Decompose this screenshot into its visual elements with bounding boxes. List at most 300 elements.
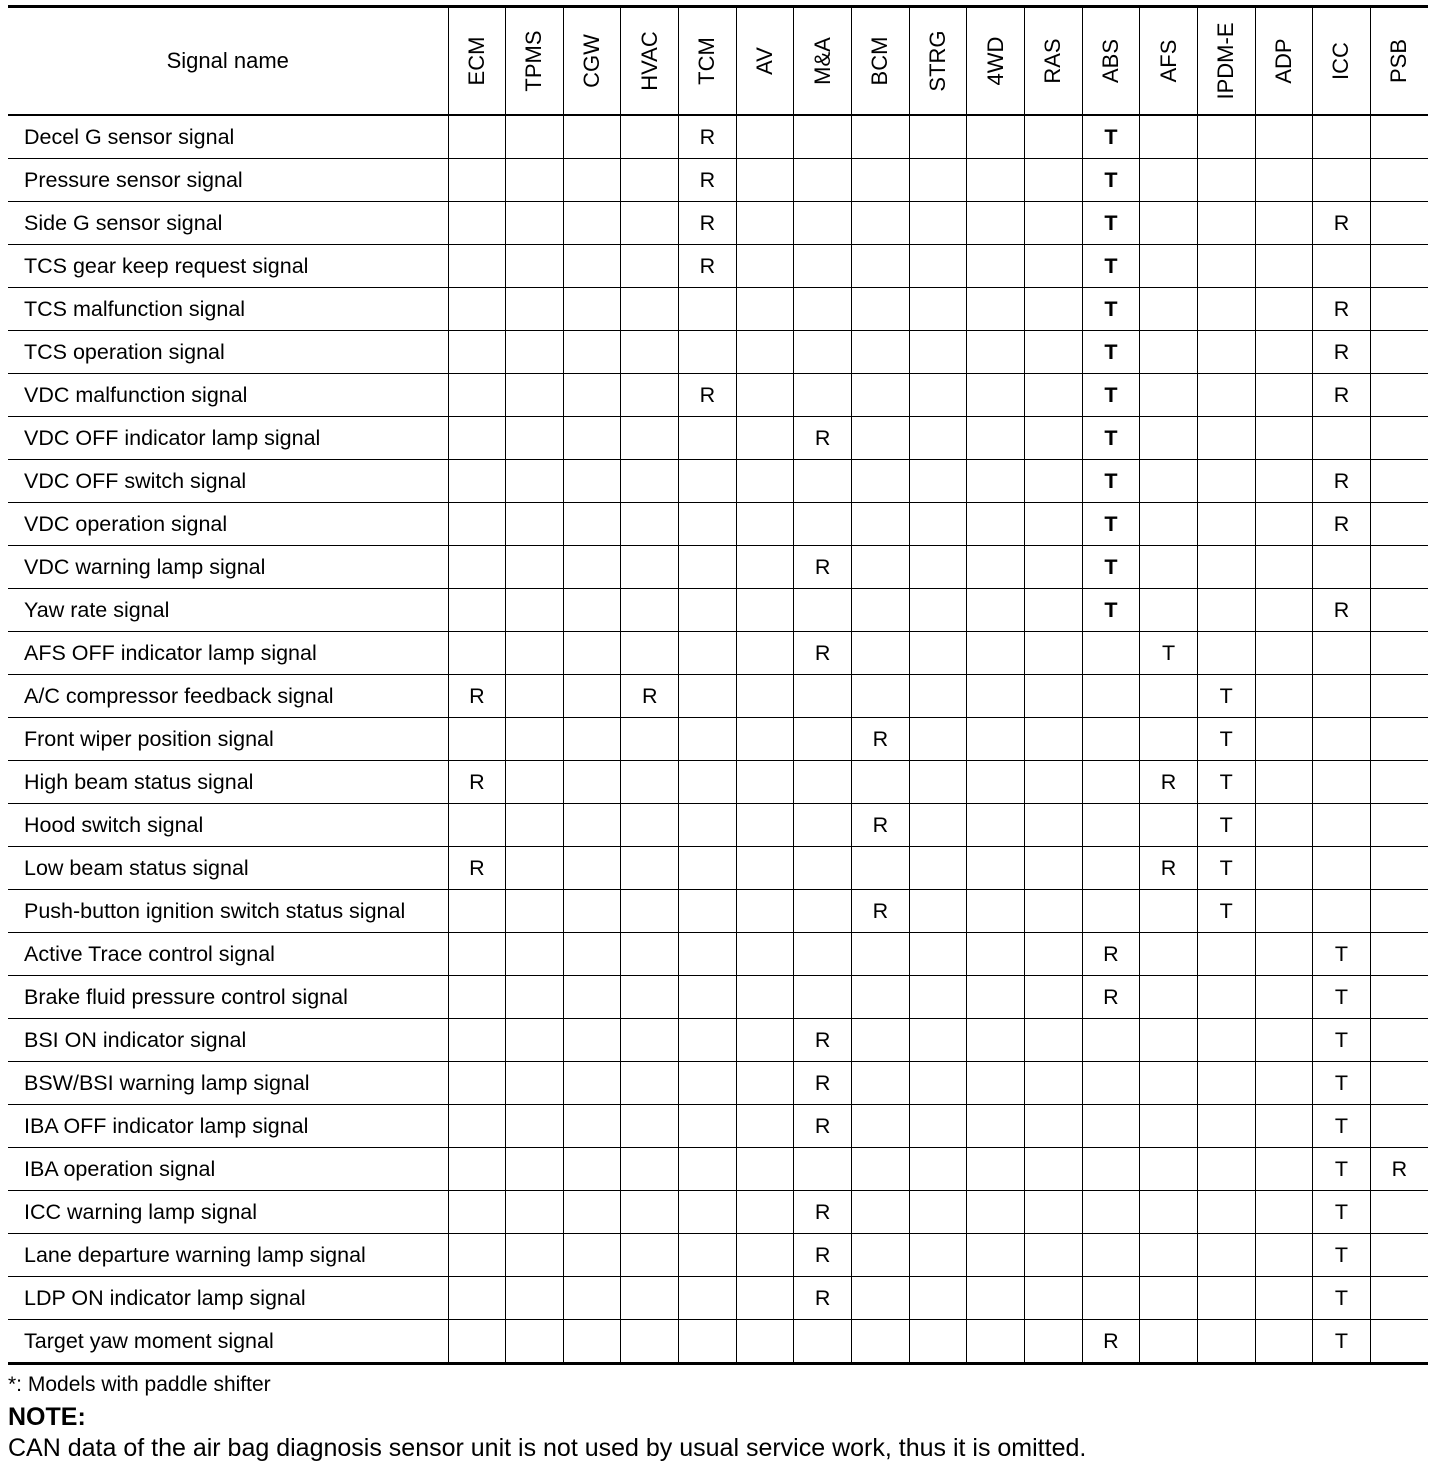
unit-cell xyxy=(1082,804,1140,847)
unit-cell xyxy=(736,546,794,589)
unit-cell xyxy=(448,1105,506,1148)
signal-name-cell: VDC malfunction signal xyxy=(8,374,448,417)
unit-cell xyxy=(1255,546,1313,589)
unit-cell xyxy=(1140,1234,1198,1277)
unit-cell xyxy=(1370,890,1428,933)
unit-cell xyxy=(1255,1320,1313,1364)
unit-cell: R xyxy=(1313,503,1371,546)
unit-cell xyxy=(1024,1148,1082,1191)
unit-cell xyxy=(1024,1105,1082,1148)
unit-cell xyxy=(1140,374,1198,417)
unit-cell xyxy=(448,374,506,417)
unit-cell xyxy=(736,589,794,632)
unit-header-label: HVAC xyxy=(636,31,662,91)
unit-cell xyxy=(621,933,679,976)
unit-cell: T xyxy=(1313,1277,1371,1320)
table-row xyxy=(8,288,1428,331)
table-row xyxy=(8,546,1428,589)
unit-header xyxy=(967,7,1025,116)
unit-cell xyxy=(794,675,852,718)
unit-cell xyxy=(621,546,679,589)
unit-cell xyxy=(967,933,1025,976)
unit-cell xyxy=(563,503,621,546)
signal-name-cell: BSW/BSI warning lamp signal xyxy=(8,1062,448,1105)
unit-cell: R xyxy=(679,159,737,202)
unit-cell xyxy=(506,1277,564,1320)
signal-name-header: Signal name xyxy=(8,7,448,116)
unit-cell xyxy=(679,718,737,761)
unit-cell xyxy=(1370,1105,1428,1148)
unit-cell xyxy=(679,331,737,374)
unit-cell xyxy=(1082,718,1140,761)
unit-cell xyxy=(1197,503,1255,546)
unit-cell xyxy=(852,417,910,460)
unit-cell xyxy=(1140,115,1198,159)
unit-cell xyxy=(1082,847,1140,890)
unit-cell xyxy=(621,761,679,804)
unit-cell xyxy=(1140,331,1198,374)
signal-name-cell: Hood switch signal xyxy=(8,804,448,847)
unit-cell xyxy=(506,589,564,632)
unit-cell xyxy=(909,718,967,761)
unit-cell xyxy=(448,890,506,933)
unit-cell xyxy=(621,245,679,288)
unit-cell xyxy=(506,503,564,546)
unit-cell xyxy=(909,675,967,718)
unit-cell xyxy=(967,460,1025,503)
unit-header xyxy=(794,7,852,116)
unit-cell xyxy=(506,976,564,1019)
unit-cell xyxy=(679,976,737,1019)
unit-cell xyxy=(448,288,506,331)
unit-cell xyxy=(1082,675,1140,718)
unit-cell xyxy=(679,1234,737,1277)
unit-cell: R xyxy=(852,718,910,761)
unit-cell: R xyxy=(794,1105,852,1148)
unit-cell xyxy=(1313,675,1371,718)
unit-cell xyxy=(967,1277,1025,1320)
unit-cell xyxy=(852,1191,910,1234)
unit-cell xyxy=(563,890,621,933)
signal-name-cell: IBA OFF indicator lamp signal xyxy=(8,1105,448,1148)
unit-cell xyxy=(679,933,737,976)
unit-cell xyxy=(1024,245,1082,288)
unit-cell xyxy=(563,1277,621,1320)
unit-cell xyxy=(852,374,910,417)
unit-cell xyxy=(1313,847,1371,890)
unit-cell xyxy=(909,1148,967,1191)
unit-cell xyxy=(621,503,679,546)
unit-cell: T xyxy=(1082,417,1140,460)
unit-cell xyxy=(909,115,967,159)
unit-cell xyxy=(736,417,794,460)
unit-cell: R xyxy=(679,374,737,417)
unit-cell xyxy=(1370,804,1428,847)
unit-cell xyxy=(1255,202,1313,245)
signal-name-cell: High beam status signal xyxy=(8,761,448,804)
unit-cell xyxy=(967,546,1025,589)
unit-cell: R xyxy=(794,417,852,460)
unit-cell: T xyxy=(1313,1105,1371,1148)
unit-cell xyxy=(1024,632,1082,675)
table-row xyxy=(8,1234,1428,1277)
unit-cell: R xyxy=(794,546,852,589)
unit-cell: T xyxy=(1140,632,1198,675)
unit-cell xyxy=(967,159,1025,202)
unit-cell: T xyxy=(1082,331,1140,374)
unit-cell xyxy=(852,1148,910,1191)
unit-cell xyxy=(736,159,794,202)
table-row xyxy=(8,976,1428,1019)
table-row xyxy=(8,589,1428,632)
unit-cell xyxy=(1197,976,1255,1019)
unit-cell xyxy=(1255,761,1313,804)
unit-cell: R xyxy=(794,1062,852,1105)
signal-name-cell: VDC OFF switch signal xyxy=(8,460,448,503)
table-row xyxy=(8,761,1428,804)
unit-cell xyxy=(1140,546,1198,589)
unit-header xyxy=(506,7,564,116)
unit-cell xyxy=(506,675,564,718)
unit-header xyxy=(1255,7,1313,116)
unit-cell: T xyxy=(1313,1019,1371,1062)
unit-cell: R xyxy=(1313,288,1371,331)
unit-cell xyxy=(1197,1234,1255,1277)
unit-cell xyxy=(794,847,852,890)
unit-cell xyxy=(1255,933,1313,976)
unit-cell xyxy=(1082,1234,1140,1277)
table-row xyxy=(8,718,1428,761)
unit-cell xyxy=(736,933,794,976)
signal-name-cell: A/C compressor feedback signal xyxy=(8,675,448,718)
unit-cell xyxy=(1140,1019,1198,1062)
unit-cell xyxy=(1197,546,1255,589)
unit-cell xyxy=(1255,589,1313,632)
signal-name-cell: Side G sensor signal xyxy=(8,202,448,245)
unit-cell: T xyxy=(1197,718,1255,761)
unit-cell: R xyxy=(621,675,679,718)
unit-cell xyxy=(448,417,506,460)
unit-header xyxy=(621,7,679,116)
unit-cell xyxy=(679,1105,737,1148)
unit-cell xyxy=(1255,1062,1313,1105)
unit-cell xyxy=(909,804,967,847)
unit-cell xyxy=(563,976,621,1019)
table-row xyxy=(8,632,1428,675)
signal-name-cell: Push-button ignition switch status signal xyxy=(8,890,448,933)
unit-cell xyxy=(736,245,794,288)
unit-cell xyxy=(852,546,910,589)
unit-cell xyxy=(1024,1062,1082,1105)
unit-cell xyxy=(852,245,910,288)
unit-cell xyxy=(736,288,794,331)
unit-cell xyxy=(506,202,564,245)
unit-cell: R xyxy=(448,761,506,804)
unit-cell xyxy=(794,159,852,202)
signal-name-cell: Low beam status signal xyxy=(8,847,448,890)
unit-cell xyxy=(563,933,621,976)
unit-cell xyxy=(1313,761,1371,804)
unit-cell: R xyxy=(1082,1320,1140,1364)
signal-name-cell: VDC warning lamp signal xyxy=(8,546,448,589)
unit-cell xyxy=(563,761,621,804)
unit-cell xyxy=(1370,632,1428,675)
unit-cell xyxy=(621,1191,679,1234)
unit-cell xyxy=(1255,890,1313,933)
unit-cell xyxy=(909,159,967,202)
unit-cell xyxy=(1024,675,1082,718)
unit-cell: R xyxy=(1313,589,1371,632)
unit-cell xyxy=(967,589,1025,632)
unit-cell xyxy=(1370,159,1428,202)
unit-cell xyxy=(563,1148,621,1191)
unit-cell xyxy=(1082,1277,1140,1320)
unit-cell xyxy=(909,503,967,546)
unit-cell xyxy=(909,1320,967,1364)
unit-cell xyxy=(621,159,679,202)
unit-cell xyxy=(506,245,564,288)
unit-cell xyxy=(1197,632,1255,675)
unit-cell xyxy=(1197,115,1255,159)
table-row xyxy=(8,245,1428,288)
unit-cell xyxy=(967,1234,1025,1277)
unit-cell xyxy=(1370,1191,1428,1234)
unit-cell xyxy=(506,1105,564,1148)
signal-name-cell: LDP ON indicator lamp signal xyxy=(8,1277,448,1320)
unit-cell xyxy=(1024,460,1082,503)
unit-cell xyxy=(794,1148,852,1191)
unit-cell xyxy=(736,460,794,503)
unit-cell xyxy=(794,503,852,546)
unit-header xyxy=(448,7,506,116)
unit-cell xyxy=(621,1320,679,1364)
table-row xyxy=(8,933,1428,976)
unit-cell xyxy=(1370,331,1428,374)
unit-cell xyxy=(679,632,737,675)
unit-cell xyxy=(1140,460,1198,503)
unit-cell xyxy=(563,589,621,632)
unit-header-label: TCM xyxy=(694,37,720,85)
unit-cell xyxy=(1313,804,1371,847)
unit-cell xyxy=(909,632,967,675)
unit-cell: R xyxy=(1140,761,1198,804)
unit-cell xyxy=(736,331,794,374)
unit-cell xyxy=(1313,632,1371,675)
unit-cell xyxy=(563,1191,621,1234)
unit-header-label: ICC xyxy=(1328,42,1354,80)
unit-cell xyxy=(1370,546,1428,589)
unit-cell xyxy=(1197,288,1255,331)
unit-cell: R xyxy=(448,847,506,890)
unit-cell xyxy=(794,718,852,761)
unit-cell xyxy=(736,1234,794,1277)
unit-cell xyxy=(448,503,506,546)
unit-cell xyxy=(1140,1148,1198,1191)
unit-cell xyxy=(621,1148,679,1191)
unit-cell xyxy=(621,1234,679,1277)
unit-cell xyxy=(563,159,621,202)
unit-cell xyxy=(967,374,1025,417)
unit-cell xyxy=(448,1148,506,1191)
unit-cell xyxy=(1255,1234,1313,1277)
unit-cell xyxy=(1140,890,1198,933)
unit-cell: T xyxy=(1082,589,1140,632)
signal-name-cell: VDC OFF indicator lamp signal xyxy=(8,417,448,460)
unit-cell xyxy=(506,417,564,460)
table-row xyxy=(8,890,1428,933)
unit-cell: R xyxy=(679,245,737,288)
unit-cell xyxy=(1197,417,1255,460)
unit-cell xyxy=(1082,1148,1140,1191)
unit-cell: R xyxy=(794,632,852,675)
unit-cell xyxy=(506,890,564,933)
unit-cell xyxy=(679,1148,737,1191)
unit-cell xyxy=(506,159,564,202)
unit-cell xyxy=(967,632,1025,675)
unit-header-label: ECM xyxy=(463,36,489,86)
unit-cell xyxy=(679,804,737,847)
unit-cell xyxy=(1370,718,1428,761)
unit-cell xyxy=(563,718,621,761)
unit-cell xyxy=(621,460,679,503)
unit-cell xyxy=(1255,503,1313,546)
unit-cell: R xyxy=(852,890,910,933)
unit-cell: T xyxy=(1082,159,1140,202)
unit-cell: T xyxy=(1197,890,1255,933)
unit-cell xyxy=(1197,933,1255,976)
unit-cell xyxy=(679,288,737,331)
unit-cell xyxy=(1255,1148,1313,1191)
unit-cell xyxy=(1255,460,1313,503)
unit-cell xyxy=(1024,1320,1082,1364)
unit-cell xyxy=(1197,589,1255,632)
unit-cell xyxy=(506,546,564,589)
signal-name-cell: Lane departure warning lamp signal xyxy=(8,1234,448,1277)
unit-cell xyxy=(852,933,910,976)
unit-cell: R xyxy=(1313,202,1371,245)
unit-cell xyxy=(852,847,910,890)
unit-cell xyxy=(1313,718,1371,761)
unit-cell xyxy=(621,804,679,847)
unit-cell xyxy=(852,1320,910,1364)
unit-cell xyxy=(967,288,1025,331)
unit-cell xyxy=(1024,159,1082,202)
unit-cell xyxy=(1255,976,1313,1019)
table-row xyxy=(8,503,1428,546)
unit-cell: R xyxy=(1082,976,1140,1019)
unit-cell xyxy=(909,245,967,288)
unit-cell xyxy=(1370,847,1428,890)
unit-cell xyxy=(736,718,794,761)
unit-cell xyxy=(794,761,852,804)
signal-name-cell: TCS malfunction signal xyxy=(8,288,448,331)
table-row xyxy=(8,804,1428,847)
table-row xyxy=(8,1277,1428,1320)
unit-header-label: CGW xyxy=(579,34,605,88)
unit-cell xyxy=(909,331,967,374)
unit-cell xyxy=(1370,503,1428,546)
unit-cell xyxy=(1024,417,1082,460)
unit-cell xyxy=(1313,115,1371,159)
unit-cell xyxy=(736,1191,794,1234)
unit-cell xyxy=(679,1277,737,1320)
unit-cell xyxy=(1140,976,1198,1019)
unit-cell xyxy=(1370,1277,1428,1320)
unit-header xyxy=(1197,7,1255,116)
unit-cell xyxy=(506,933,564,976)
signal-name-cell: Front wiper position signal xyxy=(8,718,448,761)
unit-cell xyxy=(1024,933,1082,976)
unit-cell xyxy=(736,1019,794,1062)
unit-cell xyxy=(448,245,506,288)
unit-header xyxy=(1140,7,1198,116)
unit-cell xyxy=(679,1191,737,1234)
unit-cell xyxy=(1255,245,1313,288)
unit-cell xyxy=(563,374,621,417)
unit-cell xyxy=(794,288,852,331)
unit-cell xyxy=(852,1105,910,1148)
unit-cell xyxy=(679,1320,737,1364)
unit-header xyxy=(679,7,737,116)
unit-header xyxy=(563,7,621,116)
unit-cell xyxy=(852,632,910,675)
unit-cell xyxy=(448,589,506,632)
unit-cell xyxy=(736,847,794,890)
unit-cell xyxy=(1370,1320,1428,1364)
unit-cell xyxy=(506,1234,564,1277)
unit-cell xyxy=(909,1105,967,1148)
unit-cell xyxy=(448,1019,506,1062)
unit-cell xyxy=(1197,1062,1255,1105)
signal-name-cell: TCS gear keep request signal xyxy=(8,245,448,288)
unit-cell xyxy=(1140,804,1198,847)
unit-cell xyxy=(967,1062,1025,1105)
unit-cell xyxy=(1082,1062,1140,1105)
unit-cell xyxy=(967,115,1025,159)
unit-cell xyxy=(1024,546,1082,589)
unit-cell xyxy=(1024,1019,1082,1062)
unit-cell xyxy=(1255,804,1313,847)
unit-cell xyxy=(736,1105,794,1148)
table-row xyxy=(8,331,1428,374)
unit-cell xyxy=(621,202,679,245)
signal-name-cell: Target yaw moment signal xyxy=(8,1320,448,1364)
unit-cell xyxy=(967,890,1025,933)
unit-cell xyxy=(563,288,621,331)
signal-name-cell: Decel G sensor signal xyxy=(8,115,448,159)
unit-cell xyxy=(1082,1191,1140,1234)
unit-cell xyxy=(621,589,679,632)
table-row xyxy=(8,1320,1428,1364)
unit-cell xyxy=(1024,503,1082,546)
unit-cell: T xyxy=(1313,1320,1371,1364)
unit-cell xyxy=(909,460,967,503)
unit-cell xyxy=(852,159,910,202)
unit-cell xyxy=(1140,1320,1198,1364)
unit-cell xyxy=(1082,1019,1140,1062)
unit-cell xyxy=(852,976,910,1019)
signal-name-cell: VDC operation signal xyxy=(8,503,448,546)
unit-cell: R xyxy=(1313,331,1371,374)
unit-header xyxy=(852,7,910,116)
unit-cell xyxy=(679,1019,737,1062)
unit-cell xyxy=(1255,159,1313,202)
unit-cell xyxy=(1140,245,1198,288)
unit-cell xyxy=(736,761,794,804)
unit-cell xyxy=(967,804,1025,847)
unit-cell xyxy=(967,1148,1025,1191)
unit-cell xyxy=(1370,933,1428,976)
